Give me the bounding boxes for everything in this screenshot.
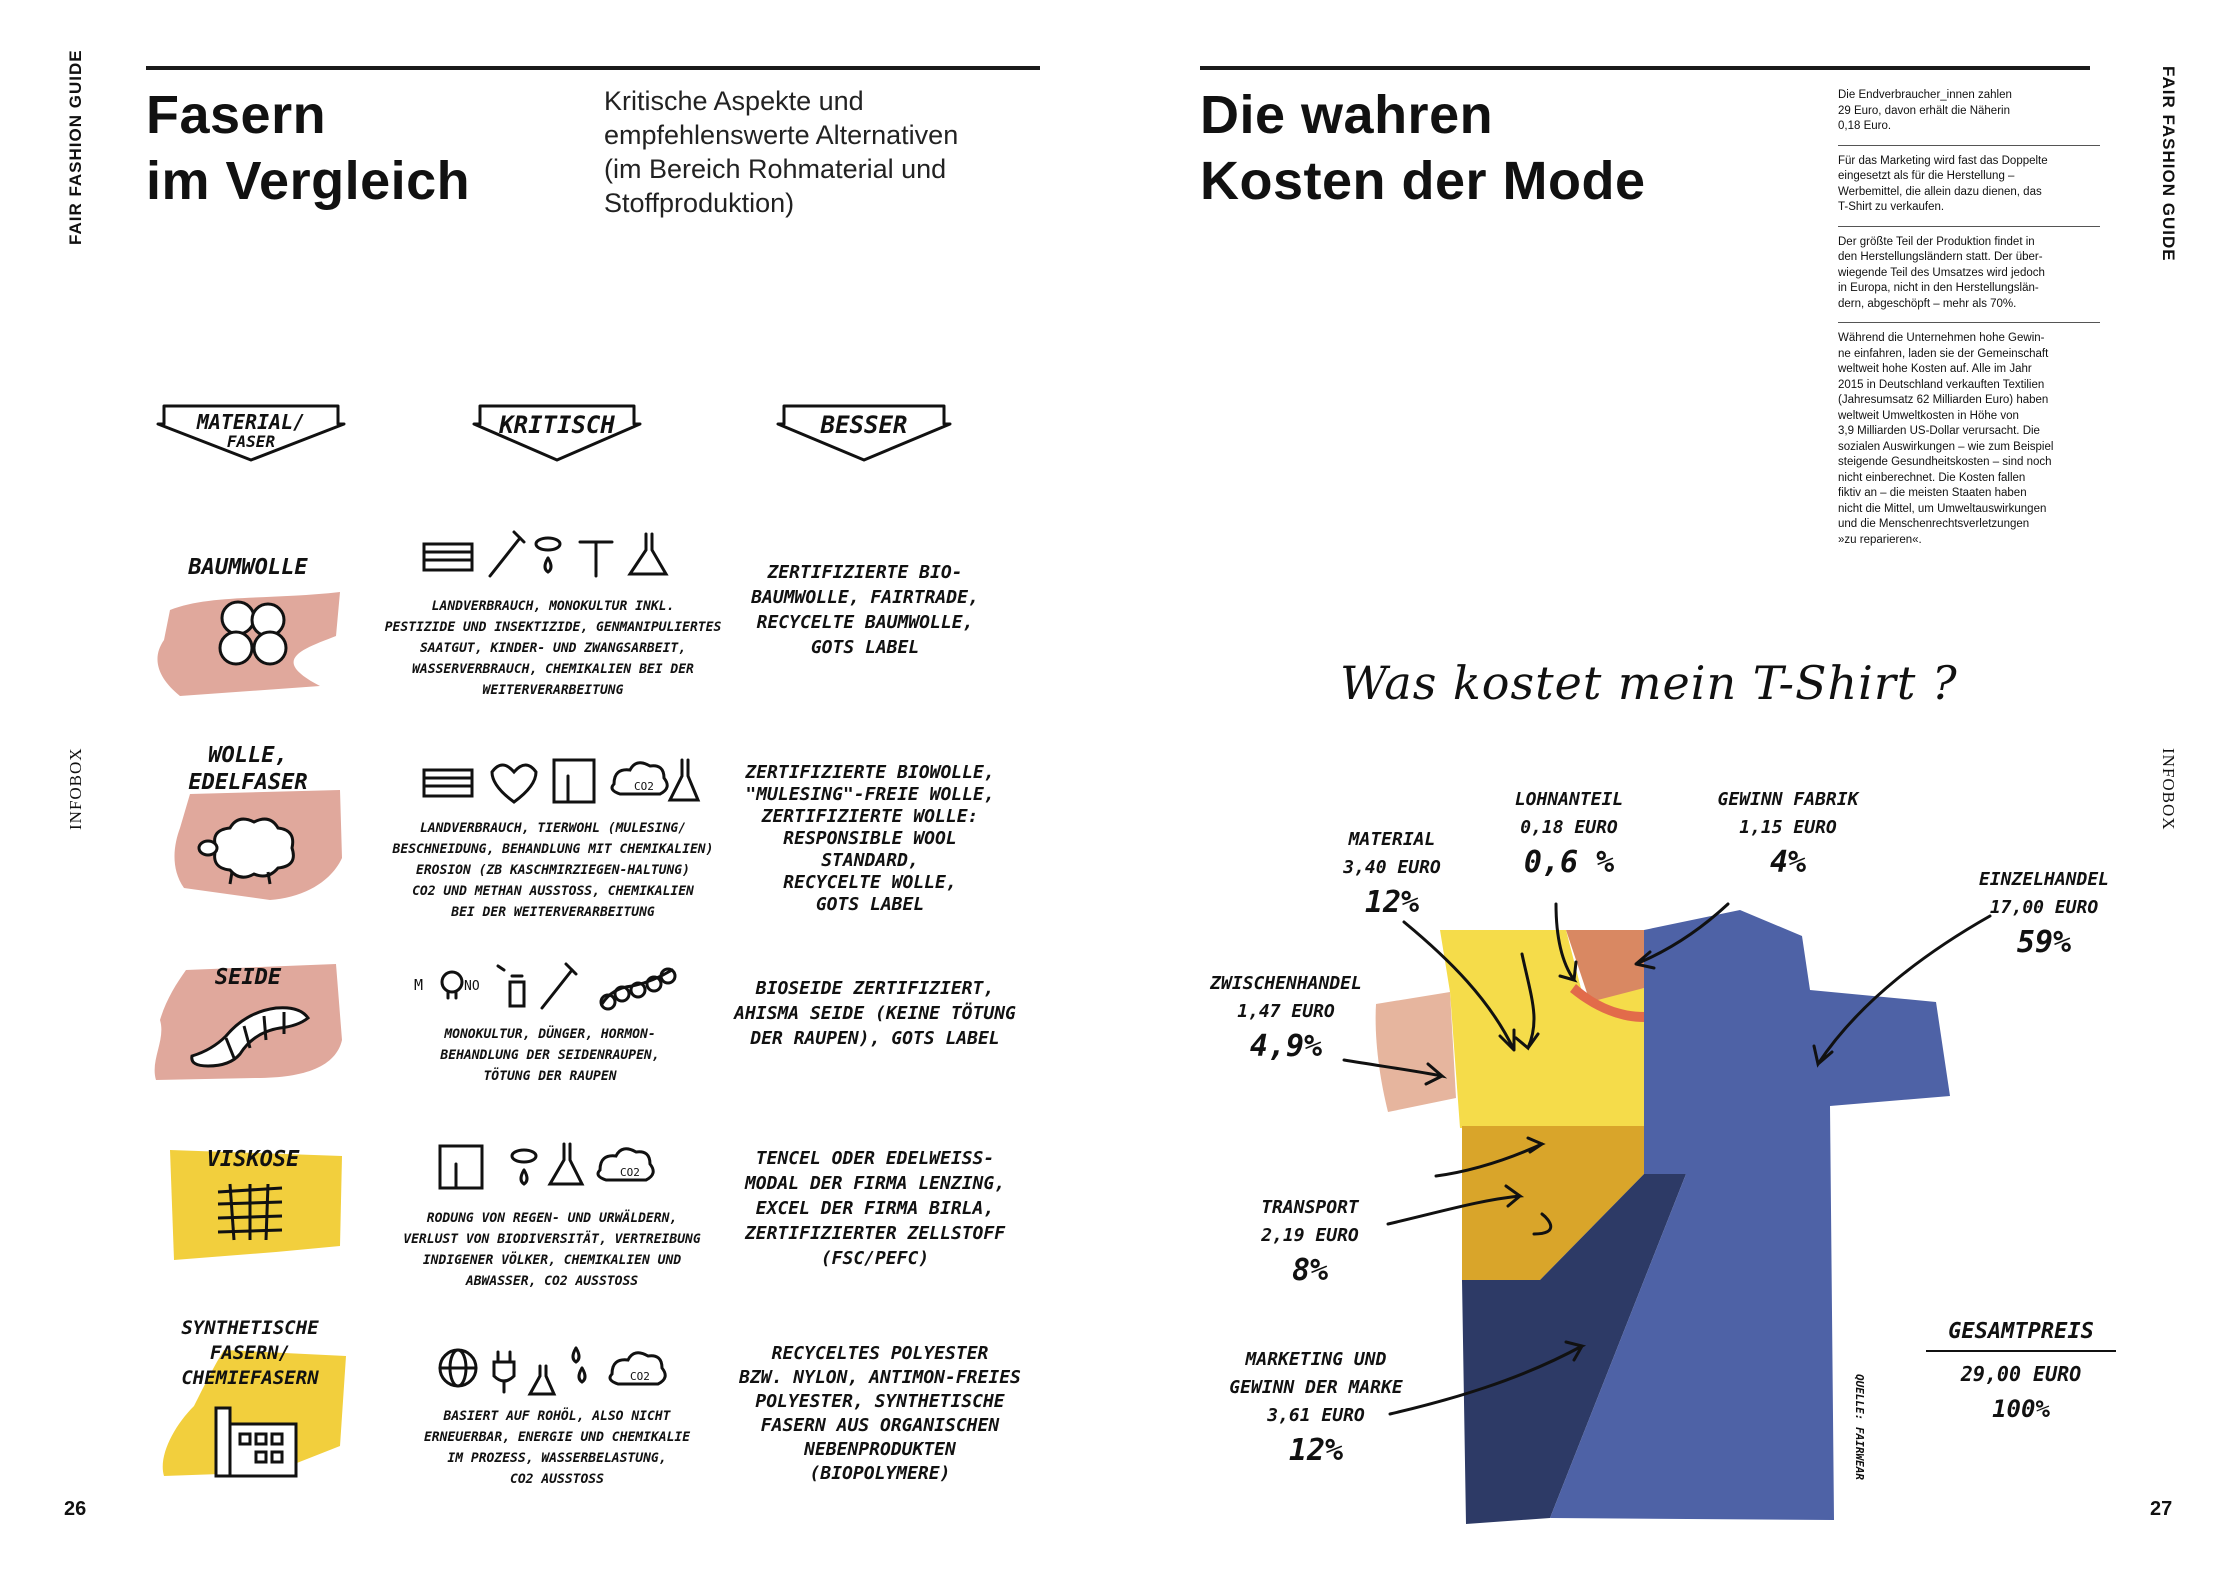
top-rule-right: [1200, 66, 2090, 70]
besser-text-baumwolle: ZERTIFIZIERTE BIO- BAUMWOLLE, FAIRTRADE, RECYCELTE BAUMWOLLE, GOTS LABEL: [751, 562, 979, 658]
column-header-besser: BESSER: [774, 402, 954, 464]
kritisch-icons-synthetisch: [434, 1338, 690, 1400]
kritisch-icons-wolle: [420, 754, 702, 810]
column-header-material: MATERIAL/ FASER: [154, 402, 348, 464]
page-number-left: 26: [64, 1498, 87, 1520]
besser-text-wolle: ZERTIFIZIERTE BIOWOLLE, "MULESING"-FREIE WOLLE, ZERTIFIZIERTE WOLLE: RESPONSIBLE WOOL STANDARD, RECYCELTE WOLLE, GOTS LABEL: [745, 762, 995, 915]
tshirt-cost-illustration: [1340, 900, 2040, 1540]
cost-label-material: MATERIAL 3,40 EURO 12%: [1343, 829, 1441, 920]
material-label-seide: SEIDE: [214, 965, 282, 990]
page-number-right: 27: [2150, 1498, 2173, 1520]
infobox-paragraph: Die Endverbraucher_innen zahlen 29 Euro, davon erhält die Näherin 0,18 Euro.: [1838, 80, 2100, 146]
cost-label-gesamtpreis: GESAMTPREIS 29,00 EURO 100%: [1926, 1318, 2116, 1430]
svg-text:CO2: CO2: [634, 780, 654, 793]
cotton-icon: [212, 594, 296, 674]
infobox-text: [1838, 80, 2100, 558]
mono-skull-spray-syringe-caterpillar-icon: [412, 960, 682, 1020]
field-heart-tree-co2-flask-icon: [420, 754, 702, 810]
cost-label-lohnanteil: LOHNANTEIL 0,18 EURO 0,6 %: [1514, 789, 1624, 880]
material-label-baumwolle: BAUMWOLLE: [188, 555, 308, 580]
kritisch-text-seide: MONOKULTUR, DÜNGER, HORMON- BEHANDLUNG DER SEIDENRAUPEN, TÖTUNG DER RAUPEN: [440, 1027, 660, 1084]
cost-label-zwischenhandel: ZWISCHENHANDEL 1,47 EURO 4,9%: [1210, 973, 1362, 1064]
kritisch-text-synthetisch: BASIERT AUF ROHÖL, ALSO NICHT ERNEUERBAR, ENERGIE UND CHEMIKALIE IM PROZESS, WASSERBELASTUNG, CO2 AUSSTOSS: [423, 1409, 691, 1487]
svg-text:CO2: CO2: [630, 1370, 650, 1383]
factory-icon: [212, 1400, 302, 1480]
svg-text:M: M: [414, 976, 424, 994]
page-title-right: Die wahren Kosten der Mode: [1200, 85, 1646, 211]
field-syringe-eye-tap-flask-icon: [420, 528, 682, 584]
globe-plug-drops-flask-co2-icon: [434, 1338, 690, 1400]
besser-text-synthetisch: RECYCELTES POLYESTER BZW. NYLON, ANTIMON-FREIES POLYESTER, SYNTHETISCHE FASERN AUS ORGANISCHEN NEBENPRODUKTEN (BIOPOLYMERE): [739, 1343, 1021, 1484]
tshirt-chart-title: Was kostet mein T-Shirt ?: [1340, 656, 1958, 710]
cost-label-einzelhandel: EINZELHANDEL 17,00 EURO 59%: [1978, 869, 2110, 960]
material-label-viskose: VISKOSE: [206, 1147, 300, 1172]
tree-eye-flask-co2-icon: [436, 1138, 686, 1200]
kritisch-icons-seide: [412, 960, 682, 1020]
side-label-left: FAIR FASHION GUIDE: [66, 49, 85, 245]
svg-text:CO2: CO2: [620, 1166, 640, 1179]
cost-label-gewinn-fabrik: GEWINN FABRIK 1,15 EURO 4%: [1717, 789, 1859, 880]
infobox-paragraph: Während die Unternehmen hohe Gewin- ne einfahren, laden sie der Gemeinschaft weltweit hohe Kosten auf. Alle im Jahr 2015 in Deutschland verkauften Textilien (Jahresumsatz 62 Milliarden Euro) haben weltweit Umweltkosten in Höhe von 3,9 Milliarden US-Dollar verursacht. Die sozialen Auswirkungen – wie zum Beispiel steigende Gesundheitskosten – sind noch nicht einberechnet. Die Kosten fallen fiktiv an – die meisten Staaten haben nicht die Mittel, um Umweltauswirkungen und die Menschenrechtsverletzungen »zu reparieren«.: [1838, 332, 2054, 546]
sheep-icon: [196, 808, 306, 888]
column-header-kritisch: KRITISCH: [470, 402, 644, 464]
page-subtitle-left: Kritische Aspekte und empfehlenswerte Alternativen (im Bereich Rohmaterial und Stoffproduktion): [604, 86, 959, 218]
svg-text:NO: NO: [464, 979, 480, 994]
infobox-paragraph: Für das Marketing wird fast das Doppelte eingesetzt als für die Herstellung – Werbemittel, die allein dazu dienen, das T-Shirt zu verkaufen.: [1838, 146, 2100, 227]
cost-label-marketing: MARKETING UND GEWINN DER MARKE 3,61 EURO 12%: [1229, 1349, 1403, 1468]
kritisch-icons-viskose: [436, 1138, 686, 1200]
kritisch-text-viskose: RODUNG VON REGEN- UND URWÄLDERN, VERLUST VON BIODIVERSITÄT, VERTREIBUNG INDIGENER VÖLKER, CHEMIKALIEN UND ABWASSER, CO2 AUSSTOSS: [403, 1211, 701, 1289]
woven-fabric-icon: [212, 1180, 288, 1244]
material-label-wolle: WOLLE, EDELFASER: [188, 743, 308, 795]
infobox-label-left: INFOBOX: [66, 747, 85, 830]
page-title-left: Fasern im Vergleich: [146, 85, 471, 211]
besser-text-seide: BIOSEIDE ZERTIFIZIERT, AHISMA SEIDE (KEINE TÖTUNG DER RAUPEN), GOTS LABEL: [734, 978, 1016, 1049]
silkworm-icon: [186, 1000, 316, 1070]
cost-label-transport: TRANSPORT 2,19 EURO 8%: [1261, 1197, 1359, 1288]
side-label-right: FAIR FASHION GUIDE: [2159, 66, 2178, 262]
source-label: QUELLE: FAIRWEAR: [1853, 1374, 1866, 1480]
kritisch-text-baumwolle: LANDVERBRAUCH, MONOKULTUR INKL. PESTIZIDE UND INSEKTIZIDE, GENMANIPULIERTES SAATGUT, KINDER- UND ZWANGSARBEIT, WASSERVERBRAUCH, CHEMIKALIEN BEI DER WEITERVERARBEITUNG: [384, 599, 722, 698]
infobox-paragraph: Der größte Teil der Produktion findet in den Herstellungsländern statt. Der über- wiegende Teil des Umsatzes wird jedoch in Europa, nicht in den Herstellungslän- dern, abgeschöpft – mehr als 70%.: [1838, 227, 2100, 324]
material-label-synthetisch: SYNTHETISCHE FASERN/ CHEMIEFASERN: [181, 1317, 319, 1389]
kritisch-text-wolle: LANDVERBRAUCH, TIERWOHL (MULESING/ BESCHNEIDUNG, BEHANDLUNG MIT CHEMIKALIEN) EROSION (ZB KASCHMIRZIEGEN-HALTUNG) CO2 UND METHAN AUSSTOSS, CHEMIKALIEN BEI DER WEITERVERARBEITUNG: [392, 821, 714, 920]
besser-text-viskose: TENCEL ODER EDELWEISS- MODAL DER FIRMA LENZING, EXCEL DER FIRMA BIRLA, ZERTIFIZIERTER ZELLSTOFF (FSC/PEFC): [744, 1148, 1006, 1269]
top-rule-left: [146, 66, 1040, 70]
infobox-label-right: INFOBOX: [2159, 748, 2178, 831]
kritisch-icons-baumwolle: [420, 528, 682, 584]
